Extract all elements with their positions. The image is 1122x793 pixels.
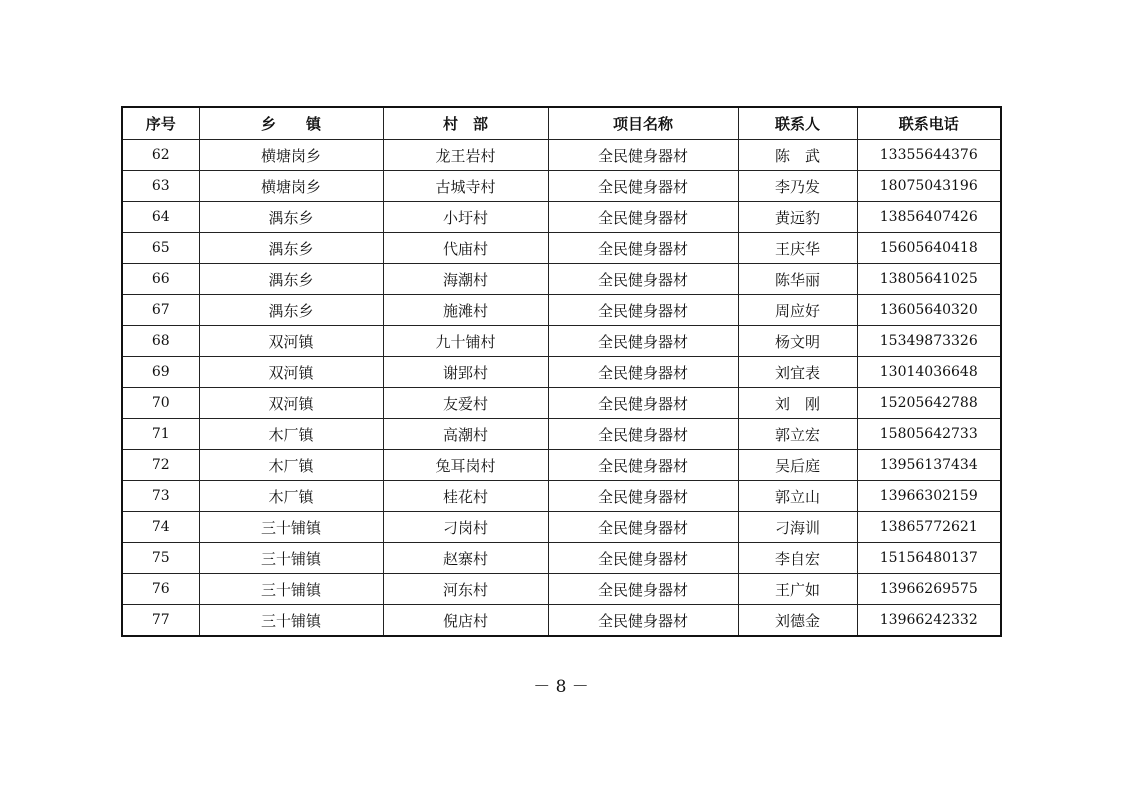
cell-seq: 63 <box>122 171 199 202</box>
cell-contact: 郭立山 <box>738 481 857 512</box>
contact-table <box>121 106 1002 637</box>
cell-project: 全民健身器材 <box>548 326 738 357</box>
table-row <box>122 326 1001 357</box>
table-row <box>122 357 1001 388</box>
cell-contact: 刘宜表 <box>738 357 857 388</box>
cell-seq: 66 <box>122 264 199 295</box>
table-row <box>122 233 1001 264</box>
cell-phone: 18075043196 <box>857 171 1001 202</box>
cell-seq: 70 <box>122 388 199 419</box>
cell-project: 全民健身器材 <box>548 264 738 295</box>
table-row <box>122 543 1001 574</box>
cell-contact: 陈华丽 <box>738 264 857 295</box>
cell-phone: 15156480137 <box>857 543 1001 574</box>
cell-village: 小圩村 <box>383 202 548 233</box>
cell-phone: 15349873326 <box>857 326 1001 357</box>
header-phone: 联系电话 <box>857 107 1001 140</box>
cell-project: 全民健身器材 <box>548 512 738 543</box>
cell-project: 全民健身器材 <box>548 450 738 481</box>
cell-township: 三十铺镇 <box>199 605 383 637</box>
cell-township: 双河镇 <box>199 357 383 388</box>
cell-township: 横塘岗乡 <box>199 171 383 202</box>
cell-seq: 69 <box>122 357 199 388</box>
table-row <box>122 574 1001 605</box>
cell-village: 海潮村 <box>383 264 548 295</box>
cell-phone: 15205642788 <box>857 388 1001 419</box>
cell-phone: 13355644376 <box>857 140 1001 171</box>
cell-phone: 13865772621 <box>857 512 1001 543</box>
table-row <box>122 295 1001 326</box>
cell-project: 全民健身器材 <box>548 481 738 512</box>
cell-seq: 67 <box>122 295 199 326</box>
cell-project: 全民健身器材 <box>548 140 738 171</box>
cell-contact: 李乃发 <box>738 171 857 202</box>
cell-township: 双河镇 <box>199 326 383 357</box>
table-row <box>122 481 1001 512</box>
cell-village: 桂花村 <box>383 481 548 512</box>
table-row <box>122 512 1001 543</box>
cell-phone: 13966242332 <box>857 605 1001 637</box>
cell-project: 全民健身器材 <box>548 202 738 233</box>
cell-village: 谢郢村 <box>383 357 548 388</box>
cell-phone: 13014036648 <box>857 357 1001 388</box>
cell-village: 九十铺村 <box>383 326 548 357</box>
cell-phone: 13805641025 <box>857 264 1001 295</box>
cell-phone: 13956137434 <box>857 450 1001 481</box>
cell-seq: 64 <box>122 202 199 233</box>
cell-township: 湡东乡 <box>199 295 383 326</box>
cell-township: 三十铺镇 <box>199 512 383 543</box>
header-contact: 联系人 <box>738 107 857 140</box>
cell-seq: 76 <box>122 574 199 605</box>
cell-phone: 13966302159 <box>857 481 1001 512</box>
cell-village: 倪店村 <box>383 605 548 637</box>
cell-village: 刁岗村 <box>383 512 548 543</box>
header-row <box>122 107 1001 140</box>
cell-project: 全民健身器材 <box>548 357 738 388</box>
table-row <box>122 605 1001 637</box>
cell-township: 木厂镇 <box>199 450 383 481</box>
cell-seq: 73 <box>122 481 199 512</box>
cell-village: 赵寨村 <box>383 543 548 574</box>
cell-contact: 杨文明 <box>738 326 857 357</box>
cell-contact: 李自宏 <box>738 543 857 574</box>
cell-project: 全民健身器材 <box>548 574 738 605</box>
header-project: 项目名称 <box>548 107 738 140</box>
table-header <box>122 107 1001 140</box>
cell-project: 全民健身器材 <box>548 233 738 264</box>
cell-township: 湡东乡 <box>199 202 383 233</box>
cell-township: 三十铺镇 <box>199 574 383 605</box>
table-row <box>122 264 1001 295</box>
cell-township: 木厂镇 <box>199 419 383 450</box>
cell-seq: 71 <box>122 419 199 450</box>
table-body <box>122 140 1001 637</box>
cell-phone: 13605640320 <box>857 295 1001 326</box>
cell-project: 全民健身器材 <box>548 605 738 637</box>
cell-contact: 周应好 <box>738 295 857 326</box>
cell-contact: 王广如 <box>738 574 857 605</box>
cell-township: 三十铺镇 <box>199 543 383 574</box>
cell-seq: 65 <box>122 233 199 264</box>
header-seq: 序号 <box>122 107 199 140</box>
cell-township: 横塘岗乡 <box>199 140 383 171</box>
cell-phone: 15605640418 <box>857 233 1001 264</box>
cell-phone: 13856407426 <box>857 202 1001 233</box>
cell-seq: 77 <box>122 605 199 637</box>
cell-village: 龙王岩村 <box>383 140 548 171</box>
cell-township: 湡东乡 <box>199 264 383 295</box>
cell-project: 全民健身器材 <box>548 543 738 574</box>
cell-project: 全民健身器材 <box>548 388 738 419</box>
cell-township: 湡东乡 <box>199 233 383 264</box>
cell-seq: 72 <box>122 450 199 481</box>
cell-contact: 王庆华 <box>738 233 857 264</box>
cell-project: 全民健身器材 <box>548 171 738 202</box>
cell-village: 河东村 <box>383 574 548 605</box>
cell-township: 木厂镇 <box>199 481 383 512</box>
table-row <box>122 419 1001 450</box>
cell-seq: 75 <box>122 543 199 574</box>
table-row <box>122 450 1001 481</box>
cell-contact: 黄远豹 <box>738 202 857 233</box>
cell-village: 高潮村 <box>383 419 548 450</box>
cell-phone: 13966269575 <box>857 574 1001 605</box>
cell-contact: 刘 刚 <box>738 388 857 419</box>
cell-village: 施滩村 <box>383 295 548 326</box>
cell-seq: 74 <box>122 512 199 543</box>
cell-village: 兔耳岗村 <box>383 450 548 481</box>
cell-village: 友爱村 <box>383 388 548 419</box>
cell-contact: 刘德金 <box>738 605 857 637</box>
cell-contact: 刁海训 <box>738 512 857 543</box>
cell-contact: 陈 武 <box>738 140 857 171</box>
page-number: － 8 － <box>533 677 589 697</box>
cell-seq: 62 <box>122 140 199 171</box>
header-township: 乡 镇 <box>199 107 383 140</box>
cell-project: 全民健身器材 <box>548 419 738 450</box>
cell-contact: 郭立宏 <box>738 419 857 450</box>
cell-contact: 吴后庭 <box>738 450 857 481</box>
cell-phone: 15805642733 <box>857 419 1001 450</box>
cell-project: 全民健身器材 <box>548 295 738 326</box>
cell-village: 代庙村 <box>383 233 548 264</box>
table-row <box>122 140 1001 171</box>
cell-township: 双河镇 <box>199 388 383 419</box>
table-row <box>122 171 1001 202</box>
table-row <box>122 202 1001 233</box>
cell-seq: 68 <box>122 326 199 357</box>
table-row <box>122 388 1001 419</box>
header-village: 村 部 <box>383 107 548 140</box>
cell-village: 古城寺村 <box>383 171 548 202</box>
